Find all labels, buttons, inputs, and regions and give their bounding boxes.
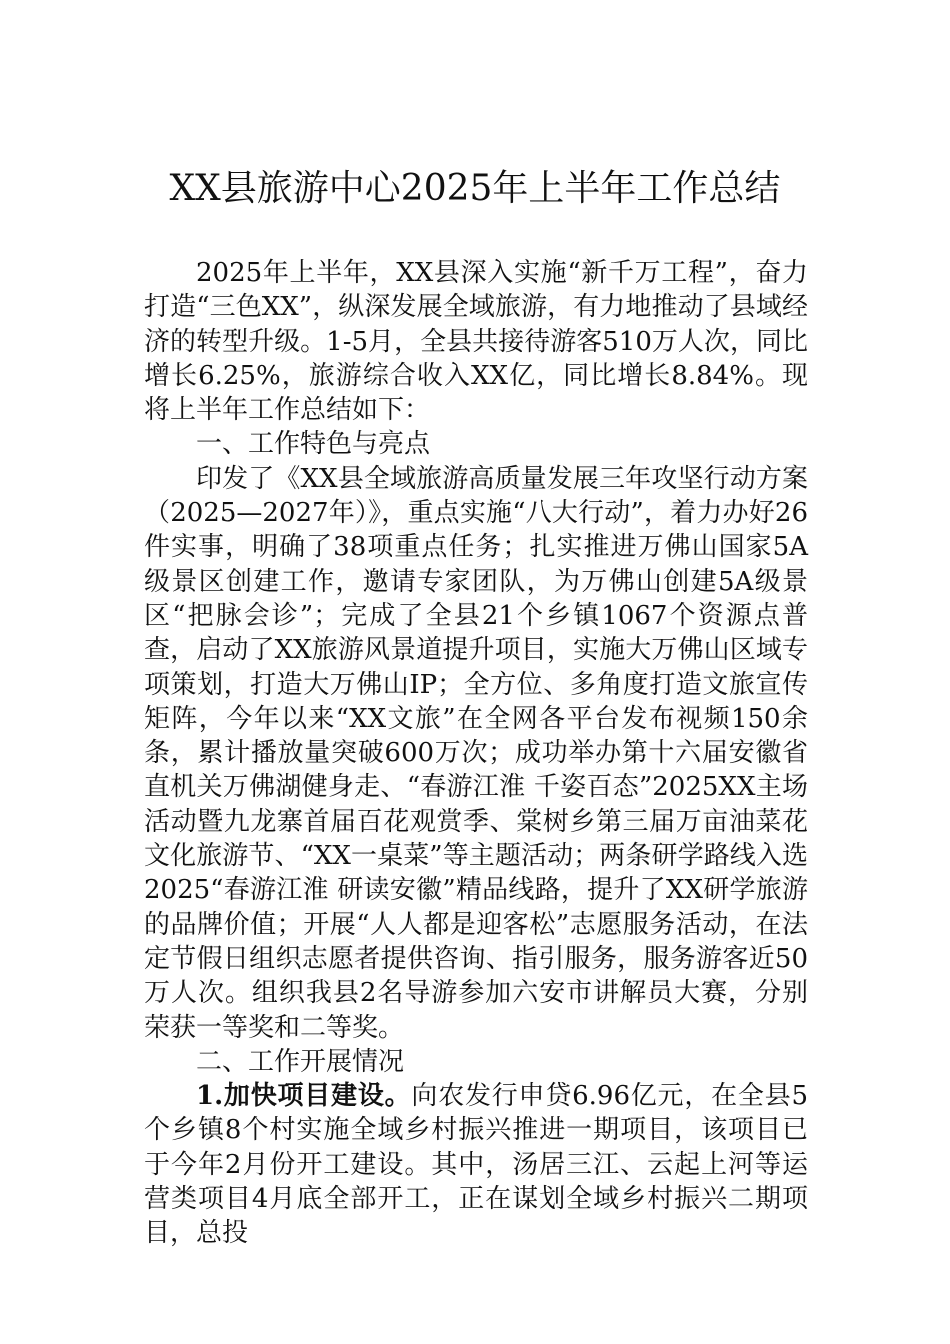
section-heading-progress: 二、工作开展情况 bbox=[196, 1046, 405, 1077]
document-title: XX县旅游中心2025年上半年工作总结 bbox=[169, 168, 781, 209]
intro-paragraph: 2025年上半年，XX县深入实施“新千万工程”，奋力打造“三色XX”，纵深发展全域旅游，有力地推动了县域经济的转型升级。1-5月，全县共接待游客510万人次，同比增长6.25%，旅游综合收入XX亿，同比增长8.84%。现将上半年工作总结如下： bbox=[144, 258, 808, 426]
section-heading-highlights: 一、工作特色与亮点 bbox=[196, 429, 431, 460]
project-paragraph-lead: 1.加快项目建设。 bbox=[196, 1081, 412, 1112]
project-paragraph-text: 向农发行申贷6.96亿元，在全县5个乡镇8个村实施全域乡村振兴推进一期项目，该项目已于今年2月份开工建设。其中，汤居三江、云起上河等运营类项目4月底全部开工，正在谋划全域乡村振兴二期项目，总投 bbox=[144, 1081, 808, 1249]
project-paragraph bbox=[144, 1079, 808, 1250]
document-body bbox=[144, 256, 808, 1251]
highlights-paragraph: 印发了《XX县全域旅游高质量发展三年攻坚行动方案（2025—2027年）》，重点实施“八大行动”，着力办好26件实事，明确了38项重点任务；扎实推进万佛山国家5A级景区创建工作，邀请专家团队，为万佛山创建5A级景区“把脉会诊”；完成了全县21个乡镇1067个资源点普查，启动了XX旅游风景道提升项目，实施大万佛山区域专项策划，打造大万佛山IP；全方位、多角度打造文旅宣传矩阵，今年以来“XX文旅”在全网各平台发布视频150余条，累计播放量突破600万次；成功举办第十六届安徽省直机关万佛湖健身走、“春游江淮 千姿百态”2025XX主场活动暨九龙寨首届百花观赏季、棠树乡第三届万亩油菜花文化旅游节、“XX一桌菜”等主题活动；两条研学路线入选2025“春游江淮 研读安徽”精品线路，提升了XX研学旅游的品牌价值；开展“人人都是迎客松”志愿服务活动，在法定节假日组织志愿者提供咨询、指引服务，服务游客近50万人次。组织我县2名导游参加六安市讲解员大赛，分别荣获一等奖和二等奖。 bbox=[144, 463, 808, 1043]
